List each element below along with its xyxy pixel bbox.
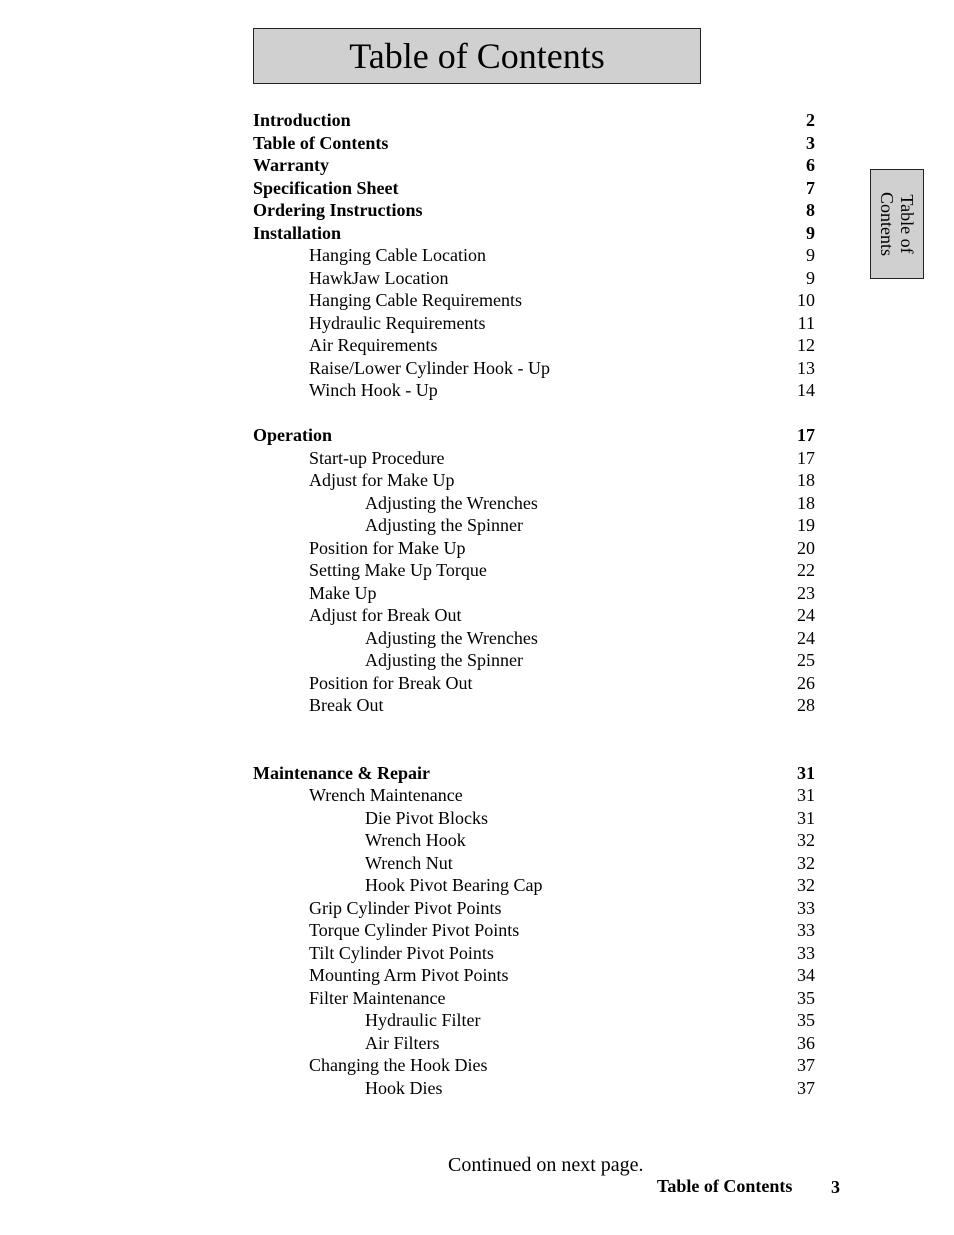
toc-entry-title: Mounting Arm Pivot Points	[309, 965, 509, 985]
toc-entry-title: Adjusting the Spinner	[365, 650, 523, 670]
toc-entry-page: 32	[797, 852, 815, 873]
toc-entry-page: 24	[797, 627, 815, 648]
toc-entry-page: 7	[806, 177, 815, 198]
toc-entry-page: 18	[797, 492, 815, 513]
toc-entry-title: Table of Contents	[253, 132, 389, 153]
toc-entry[interactable]	[253, 469, 815, 492]
toc-entry[interactable]	[253, 672, 815, 695]
toc-entry-title: Air Filters	[365, 1032, 440, 1053]
toc-entry-page: 19	[797, 515, 815, 535]
toc-entry-page: 20	[797, 537, 815, 558]
toc-entry-page: 36	[797, 1032, 815, 1053]
toc-entry[interactable]	[253, 829, 815, 852]
toc-entry-page: 33	[797, 897, 815, 918]
toc-entry-page: 33	[797, 942, 815, 963]
toc-entry-page: 24	[797, 605, 815, 625]
toc-entry[interactable]	[253, 492, 815, 515]
toc-entry-page: 31	[797, 762, 815, 783]
toc-entry-title: Specification Sheet	[253, 177, 399, 198]
toc-entry-page: 9	[806, 245, 815, 265]
toc-entry-page: 34	[797, 965, 815, 985]
toc-entry[interactable]	[253, 289, 815, 312]
toc-entry-title: Filter Maintenance	[309, 987, 446, 1008]
toc-entry[interactable]	[253, 1009, 815, 1032]
toc-entry-page: 33	[797, 920, 815, 940]
toc-spacer	[253, 402, 815, 425]
toc-entry-page: 17	[797, 447, 815, 468]
toc-entry-title: Winch Hook - Up	[309, 380, 438, 400]
toc-entry-page: 35	[797, 987, 815, 1008]
toc-entry[interactable]	[253, 762, 815, 785]
toc-entry-title: Hook Pivot Bearing Cap	[365, 875, 543, 895]
page-title-box	[253, 28, 701, 84]
toc-spacer	[253, 717, 815, 762]
toc-entry[interactable]	[253, 1077, 815, 1100]
toc-entry[interactable]	[253, 987, 815, 1010]
toc-entry-title: Setting Make Up Torque	[309, 560, 487, 580]
toc-entry[interactable]	[253, 267, 815, 290]
toc-entry-page: 22	[797, 560, 815, 580]
toc-entry[interactable]	[253, 582, 815, 605]
toc-entry-page: 12	[797, 335, 815, 355]
toc-entry-page: 23	[797, 582, 815, 603]
toc-entry-title: Raise/Lower Cylinder Hook - Up	[309, 357, 550, 378]
toc-entry-page: 9	[806, 267, 815, 288]
toc-entry-title: Adjusting the Wrenches	[365, 492, 538, 513]
toc-entry-page: 35	[797, 1010, 815, 1030]
toc-entry-page: 32	[797, 830, 815, 850]
toc-entry-page: 8	[806, 200, 815, 220]
toc-entry-title: Hanging Cable Requirements	[309, 290, 522, 310]
toc-entry[interactable]	[253, 964, 815, 987]
side-tab-label: Table of Contents	[877, 191, 917, 257]
toc-entry-title: Wrench Maintenance	[309, 785, 463, 805]
toc-entry-title: Position for Make Up	[309, 537, 466, 558]
toc-entry[interactable]	[253, 424, 815, 447]
toc-entry[interactable]	[253, 1032, 815, 1055]
toc-entry[interactable]	[253, 784, 815, 807]
toc-entry[interactable]	[253, 244, 815, 267]
toc-entry-title: Wrench Nut	[365, 852, 453, 873]
toc-entry[interactable]	[253, 312, 815, 335]
toc-entry[interactable]	[253, 852, 815, 875]
toc-entry-title: Adjust for Break Out	[309, 605, 462, 625]
toc-entry-title: Wrench Hook	[365, 830, 466, 850]
toc-list	[253, 109, 815, 1099]
toc-entry-title: Introduction	[253, 110, 351, 130]
toc-entry[interactable]	[253, 334, 815, 357]
toc-entry-page: 11	[797, 312, 815, 333]
toc-entry-title: HawkJaw Location	[309, 267, 449, 288]
toc-entry[interactable]	[253, 447, 815, 470]
toc-entry-page: 17	[797, 425, 815, 445]
toc-entry-title: Hydraulic Filter	[365, 1010, 481, 1030]
toc-entry[interactable]	[253, 537, 815, 560]
toc-entry-page: 31	[797, 785, 815, 805]
toc-entry[interactable]	[253, 154, 815, 177]
toc-entry[interactable]	[253, 199, 815, 222]
toc-entry[interactable]	[253, 694, 815, 717]
page-title: Table of Contents	[349, 36, 605, 76]
footer-section-title: Table of Contents	[657, 1176, 793, 1196]
toc-entry-page: 2	[806, 110, 815, 130]
toc-entry-title: Changing the Hook Dies	[309, 1055, 488, 1075]
toc-entry-title: Installation	[253, 222, 342, 243]
toc-entry-title: Hook Dies	[365, 1077, 443, 1098]
toc-entry-title: Grip Cylinder Pivot Points	[309, 897, 502, 918]
toc-entry-title: Adjusting the Spinner	[365, 515, 523, 535]
toc-entry[interactable]	[253, 177, 815, 200]
toc-entry-page: 32	[797, 875, 815, 895]
toc-entry-title: Maintenance & Repair	[253, 762, 430, 783]
toc-entry-page: 10	[797, 290, 815, 310]
toc-entry[interactable]	[253, 132, 815, 155]
toc-entry[interactable]	[253, 1054, 815, 1077]
toc-entry-page: 6	[806, 155, 815, 175]
toc-entry-title: Adjust for Make Up	[309, 470, 455, 490]
toc-entry[interactable]	[253, 627, 815, 650]
toc-entry-title: Position for Break Out	[309, 672, 473, 693]
footer-page-number: 3	[831, 1177, 840, 1197]
toc-entry-page: 37	[797, 1077, 815, 1098]
toc-entry-page: 13	[797, 357, 815, 378]
toc-entry-title: Tilt Cylinder Pivot Points	[309, 942, 494, 963]
toc-entry-title: Hanging Cable Location	[309, 245, 486, 265]
toc-entry-title: Torque Cylinder Pivot Points	[309, 920, 520, 940]
toc-entry-title: Break Out	[309, 695, 384, 715]
toc-entry-page: 3	[806, 132, 815, 153]
toc-entry[interactable]	[253, 604, 815, 627]
toc-entry-title: Make Up	[309, 582, 377, 603]
toc-entry[interactable]	[253, 559, 815, 582]
toc-entry[interactable]	[253, 874, 815, 897]
toc-entry-title: Air Requirements	[309, 335, 438, 355]
side-tab[interactable]	[870, 169, 924, 279]
toc-entry[interactable]	[253, 649, 815, 672]
toc-entry-page: 18	[797, 470, 815, 490]
toc-entry[interactable]	[253, 942, 815, 965]
toc-entry-page: 9	[806, 222, 815, 243]
toc-entry-page: 31	[797, 807, 815, 828]
toc-entry-page: 25	[797, 650, 815, 670]
toc-entry[interactable]	[253, 222, 815, 245]
toc-entry-page: 28	[797, 695, 815, 715]
continued-note: Continued on next page.	[448, 1154, 644, 1176]
toc-entry[interactable]	[253, 897, 815, 920]
toc-entry[interactable]	[253, 514, 815, 537]
toc-entry-title: Hydraulic Requirements	[309, 312, 486, 333]
toc-entry[interactable]	[253, 919, 815, 942]
toc-entry-title: Warranty	[253, 155, 329, 175]
toc-entry-title: Start-up Procedure	[309, 447, 445, 468]
toc-entry-page: 26	[797, 672, 815, 693]
toc-entry-title: Adjusting the Wrenches	[365, 627, 538, 648]
toc-entry[interactable]	[253, 379, 815, 402]
toc-entry-title: Ordering Instructions	[253, 200, 423, 220]
toc-entry[interactable]	[253, 807, 815, 830]
toc-entry-title: Die Pivot Blocks	[365, 807, 489, 828]
toc-entry-page: 37	[797, 1055, 815, 1075]
toc-entry-title: Operation	[253, 425, 332, 445]
toc-entry[interactable]	[253, 357, 815, 380]
toc-entry-page: 14	[797, 380, 815, 400]
toc-entry[interactable]	[253, 109, 815, 132]
